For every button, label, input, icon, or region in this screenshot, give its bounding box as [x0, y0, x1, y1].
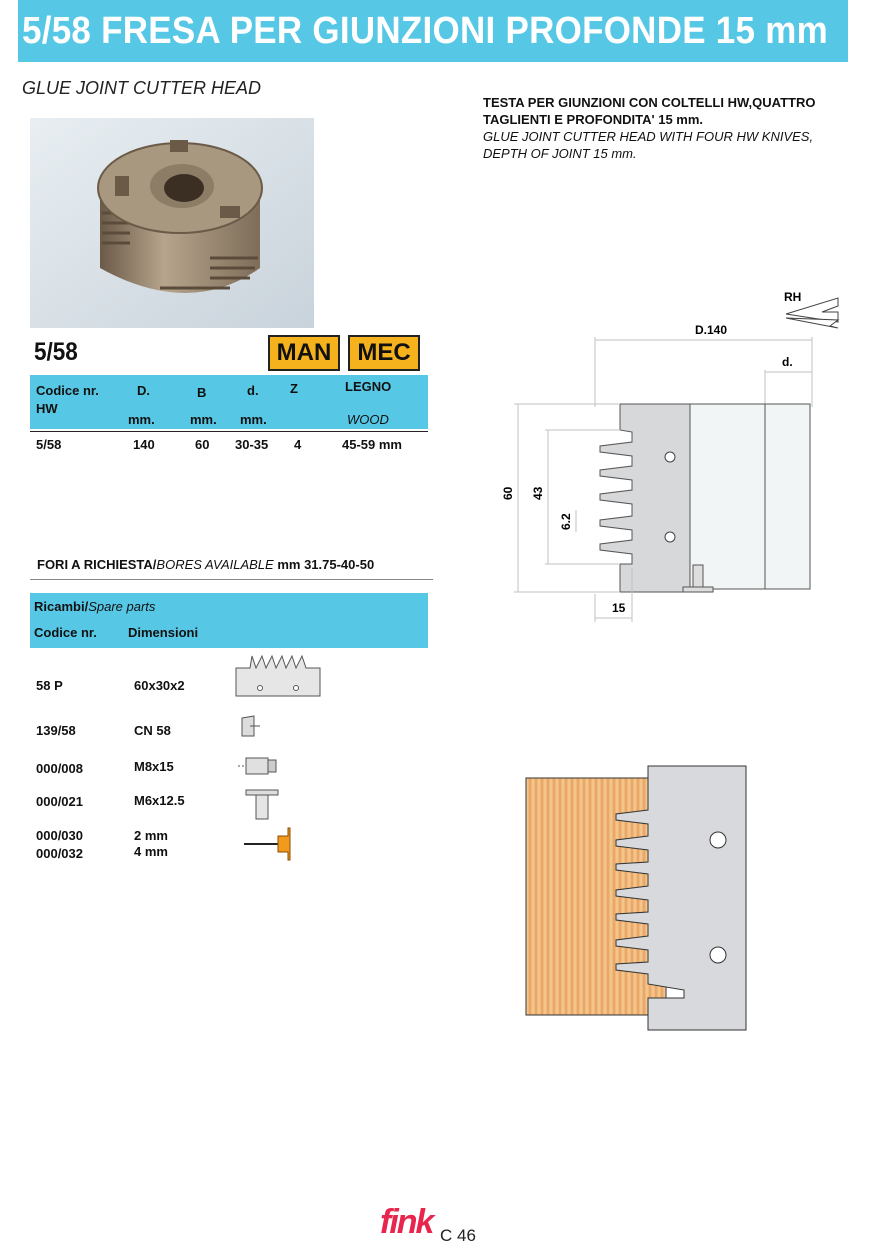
page-number: C 46: [440, 1226, 476, 1245]
spares-col-code: Codice nr.: [34, 625, 97, 640]
bores-label-en: BORES AVAILABLE: [156, 557, 274, 572]
spare-code-030: 000/030: [36, 828, 83, 843]
dim-43: 43: [531, 486, 545, 500]
screw-m6-icon: [244, 788, 280, 822]
spare-dim-008: M8x15: [134, 759, 174, 774]
spares-col-dim: Dimensioni: [128, 625, 199, 640]
cell-legno: 45-59 mm: [342, 437, 402, 452]
divider: [30, 579, 433, 580]
th-dd: d.: [247, 383, 259, 398]
product-photo: [30, 118, 314, 328]
th-unit-dd: mm.: [240, 412, 267, 427]
spare-dim-021: M6x12.5: [134, 793, 185, 808]
rh-label: RH: [784, 290, 802, 304]
spare-code-139: 139/58: [36, 723, 76, 738]
table-divider: [30, 431, 428, 432]
badge-mec: MEC: [348, 335, 420, 371]
th-z: Z: [290, 381, 298, 396]
spare-dim-030: 2 mm: [134, 828, 168, 843]
dim-d140: D.140: [695, 323, 728, 337]
bores-values: mm 31.75-40-50: [277, 557, 375, 572]
spare-parts-header: [30, 593, 428, 648]
spare-code-032: 000/032: [36, 846, 83, 861]
spare-code-021: 000/021: [36, 794, 83, 809]
cell-d: 140: [133, 437, 155, 452]
spare-code-008: 000/008: [36, 761, 83, 776]
dim-6-2: 6.2: [559, 513, 573, 530]
fink-logo: fink: [380, 1203, 433, 1241]
th-code: Codice nr.: [36, 383, 99, 398]
hex-key-icon: [242, 826, 292, 862]
description-it: TESTA PER GIUNZIONI CON COLTELLI HW,QUATTRO TAGLIENTI E PROFONDITA' 15 mm.: [483, 95, 816, 127]
spare-dim-032: 4 mm: [134, 844, 168, 859]
product-description: [483, 94, 853, 162]
spec-table-header: [30, 375, 428, 429]
screw-m8-icon: [236, 755, 280, 777]
badge-man: MAN: [268, 335, 340, 371]
th-wood: WOOD: [347, 412, 389, 427]
th-unit-d: mm.: [128, 412, 155, 427]
bores-label: FORI A RICHIESTA/: [37, 557, 157, 572]
technical-drawing: [490, 282, 850, 627]
th-legno: LEGNO: [345, 379, 392, 394]
joint-illustration: [522, 764, 750, 1034]
cell-z: 4: [294, 437, 302, 452]
cell-dd: 30-35: [235, 437, 269, 452]
spares-title-en: Spare parts: [88, 599, 156, 614]
gib-139-icon: [240, 714, 264, 740]
th-d: D.: [137, 383, 150, 398]
dim-60: 60: [501, 486, 515, 500]
dim-d: d.: [782, 355, 793, 369]
subtitle: GLUE JOINT CUTTER HEAD: [22, 78, 262, 98]
model-code: 5/58: [34, 338, 78, 366]
bores-available: [37, 557, 374, 572]
th-b: B: [197, 385, 207, 400]
page-title: 5/58 FRESA PER GIUNZIONI PROFONDE 15 mm: [22, 10, 828, 52]
th-unit-b: mm.: [190, 412, 217, 427]
th-hw: HW: [36, 401, 58, 416]
cell-code: 5/58: [36, 437, 62, 452]
spare-code-58p: 58 P: [36, 678, 63, 693]
cell-b: 60: [195, 437, 210, 452]
dim-15: 15: [612, 601, 626, 615]
spares-title: Ricambi/: [34, 599, 89, 614]
spare-dim-139: CN 58: [134, 723, 171, 738]
spare-dim-58p: 60x30x2: [134, 678, 185, 693]
description-en: GLUE JOINT CUTTER HEAD WITH FOUR HW KNIVES, DEPTH OF JOINT 15 mm.: [483, 129, 814, 161]
knife-58p-icon: [234, 654, 324, 700]
